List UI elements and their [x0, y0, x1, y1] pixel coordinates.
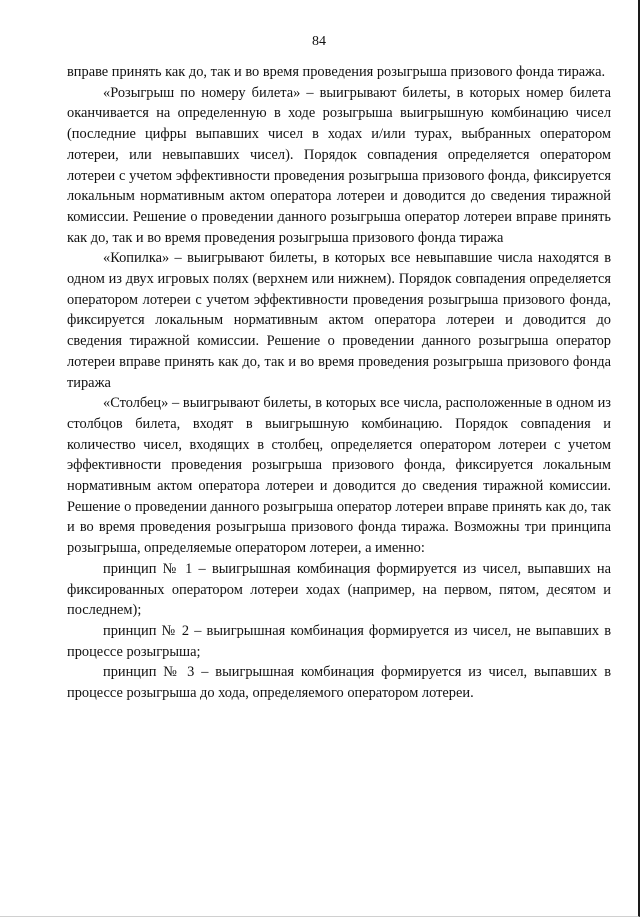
paragraph-piggy-bank: «Копилка» – выигрывают билеты, в которых все невыпавшие числа находятся в одном из двух игровых полях (верхнем или нижнем). Порядок совпадения определяется оператором лотереи с учетом эффективности проведения розыгрыша призового фонда, фиксируется локальным нормативным актом оператора лотереи и доводится до сведения тиражной комиссии. Решение о проведении данного розыгрыша оператор лотереи вправе принять как до, так и во время проведения розыгрыша призового фонда тиража: [67, 250, 611, 391]
page-number: 84: [312, 34, 326, 49]
paragraph-ticket-number-draw: «Розыгрыш по номеру билета» – выигрывают билеты, в которых номер билета оканчивается на определенную в ходе розыгрыша выигрышную комбинацию чисел (последние цифры выпавших чисел в ходах и/или турах, выбранных оператором лотереи, или невыпавших чисел). Порядок совпадения определяется оператором лотереи с учетом эффективности проведения розыгрыша призового фонда, фиксируется локальным нормативным актом оператора лотереи и доводится до сведения тиражной комиссии. Решение о проведении данного розыгрыша оператор лотереи вправе принять как до, так и во время проведения розыгрыша призового фонда тиража: [67, 84, 611, 246]
paragraph-principle-3: принцип № 3 – выигрышная комбинация формируется из чисел, выпавших в процессе розыгрыша до хода, определяемого оператором лотереи.: [67, 664, 611, 702]
paragraph-principle-2: принцип № 2 – выигрышная комбинация формируется из чисел, не выпавших в процессе розыгрыша;: [67, 622, 611, 660]
document-body: [67, 62, 611, 704]
paragraph-continuation: вправе принять как до, так и во время проведения розыгрыша призового фонда тиража.: [67, 64, 606, 80]
paragraph-column: «Столбец» – выигрывают билеты, в которых все числа, расположенные в одном из столбцов билета, входят в выигрышную комбинацию. Порядок совпадения и количество чисел, входящих в столбец, определяется оператором лотереи с учетом эффективности проведения розыгрыша призового фонда, фиксируется локальным нормативным актом оператора лотереи и доводится до сведения тиражной комиссии. Решение о проведении данного розыгрыша оператор лотереи вправе принять как до, так и во время проведения розыгрыша призового фонда тиража. Возможны три принципа розыгрыша, определяемые оператором лотереи, а именно:: [67, 395, 611, 557]
paragraph-principle-1: принцип № 1 – выигрышная комбинация формируется из чисел, выпавших на фиксированных оператором лотереи ходах (например, на первом, пятом, десятом и последнем);: [67, 560, 611, 619]
